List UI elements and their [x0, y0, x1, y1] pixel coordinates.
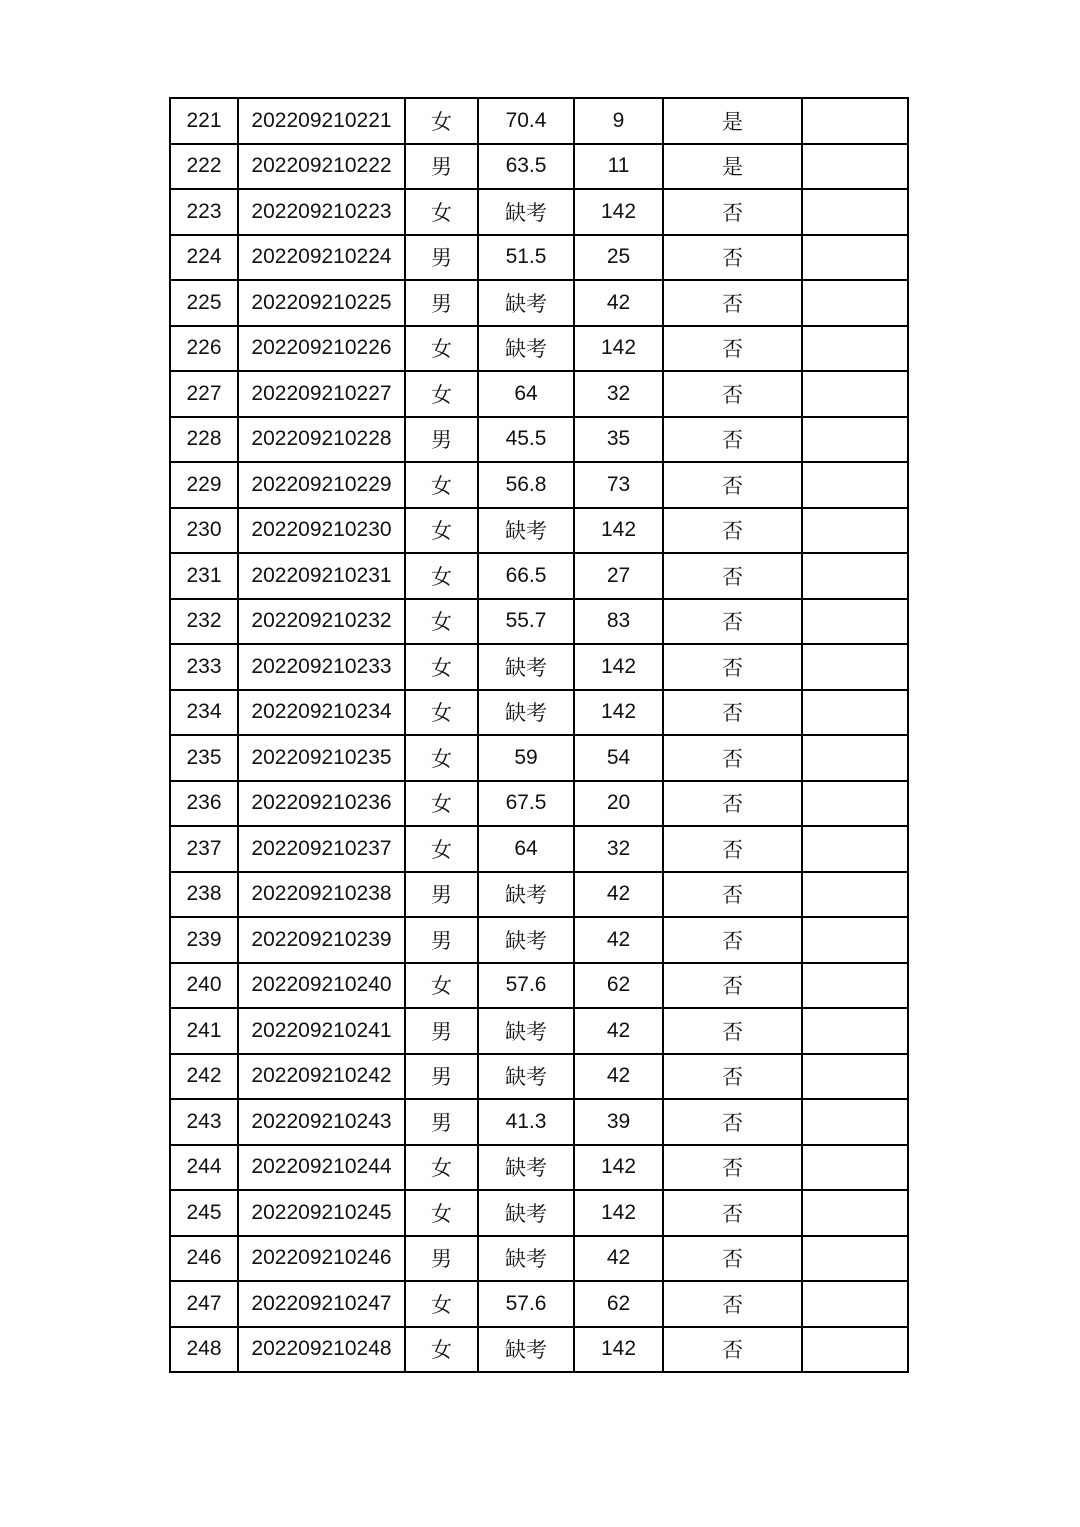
- cell-exam-number: 202209210243: [238, 1099, 405, 1145]
- cell-note: [802, 508, 908, 554]
- cell-exam-number: 202209210226: [238, 326, 405, 372]
- cell-note: [802, 235, 908, 281]
- cell-note: [802, 1236, 908, 1282]
- cell-exam-number: 202209210248: [238, 1327, 405, 1373]
- cell-qualified: 否: [663, 462, 802, 508]
- cell-note: [802, 690, 908, 736]
- cell-qualified: 否: [663, 189, 802, 235]
- cell-serial-number: 229: [170, 462, 238, 508]
- cell-qualified: 否: [663, 963, 802, 1009]
- cell-note: [802, 781, 908, 827]
- cell-rank: 32: [574, 371, 663, 417]
- cell-score: 缺考: [478, 1008, 574, 1054]
- cell-note: [802, 326, 908, 372]
- cell-serial-number: 243: [170, 1099, 238, 1145]
- cell-score: 缺考: [478, 1054, 574, 1100]
- cell-score: 59: [478, 735, 574, 781]
- cell-gender: 女: [405, 1145, 478, 1191]
- cell-serial-number: 234: [170, 690, 238, 736]
- cell-exam-number: 202209210227: [238, 371, 405, 417]
- cell-qualified: 否: [663, 1327, 802, 1373]
- cell-serial-number: 237: [170, 826, 238, 872]
- cell-qualified: 否: [663, 508, 802, 554]
- cell-score: 70.4: [478, 98, 574, 144]
- table-row: [170, 98, 908, 144]
- cell-rank: 62: [574, 1281, 663, 1327]
- cell-rank: 39: [574, 1099, 663, 1145]
- cell-serial-number: 239: [170, 917, 238, 963]
- cell-rank: 142: [574, 1145, 663, 1191]
- table-row: [170, 144, 908, 190]
- cell-qualified: 否: [663, 371, 802, 417]
- cell-serial-number: 226: [170, 326, 238, 372]
- cell-serial-number: 236: [170, 781, 238, 827]
- cell-exam-number: 202209210233: [238, 644, 405, 690]
- cell-gender: 男: [405, 280, 478, 326]
- cell-score: 57.6: [478, 963, 574, 1009]
- cell-exam-number: 202209210238: [238, 872, 405, 918]
- cell-note: [802, 1190, 908, 1236]
- cell-note: [802, 1008, 908, 1054]
- cell-serial-number: 246: [170, 1236, 238, 1282]
- cell-exam-number: 202209210229: [238, 462, 405, 508]
- cell-gender: 男: [405, 235, 478, 281]
- cell-qualified: 否: [663, 1099, 802, 1145]
- table-row: [170, 1008, 908, 1054]
- table-row: [170, 781, 908, 827]
- cell-qualified: 否: [663, 735, 802, 781]
- cell-note: [802, 963, 908, 1009]
- cell-rank: 42: [574, 872, 663, 918]
- cell-rank: 42: [574, 917, 663, 963]
- cell-rank: 62: [574, 963, 663, 1009]
- cell-rank: 83: [574, 599, 663, 645]
- cell-gender: 女: [405, 189, 478, 235]
- cell-note: [802, 417, 908, 463]
- cell-note: [802, 98, 908, 144]
- cell-score: 67.5: [478, 781, 574, 827]
- cell-note: [802, 1281, 908, 1327]
- cell-qualified: 否: [663, 280, 802, 326]
- cell-exam-number: 202209210242: [238, 1054, 405, 1100]
- cell-rank: 11: [574, 144, 663, 190]
- cell-exam-number: 202209210246: [238, 1236, 405, 1282]
- cell-serial-number: 247: [170, 1281, 238, 1327]
- table-row: [170, 371, 908, 417]
- cell-qualified: 否: [663, 235, 802, 281]
- cell-serial-number: 241: [170, 1008, 238, 1054]
- cell-qualified: 否: [663, 599, 802, 645]
- cell-score: 缺考: [478, 1327, 574, 1373]
- cell-gender: 女: [405, 1190, 478, 1236]
- table-row: [170, 735, 908, 781]
- cell-score: 63.5: [478, 144, 574, 190]
- cell-note: [802, 735, 908, 781]
- cell-exam-number: 202209210240: [238, 963, 405, 1009]
- cell-note: [802, 144, 908, 190]
- cell-qualified: 否: [663, 872, 802, 918]
- cell-rank: 9: [574, 98, 663, 144]
- cell-score: 55.7: [478, 599, 574, 645]
- cell-score: 56.8: [478, 462, 574, 508]
- cell-rank: 42: [574, 280, 663, 326]
- table-row: [170, 599, 908, 645]
- cell-rank: 142: [574, 644, 663, 690]
- cell-exam-number: 202209210232: [238, 599, 405, 645]
- cell-note: [802, 872, 908, 918]
- cell-score: 64: [478, 826, 574, 872]
- cell-serial-number: 225: [170, 280, 238, 326]
- cell-gender: 男: [405, 417, 478, 463]
- cell-exam-number: 202209210247: [238, 1281, 405, 1327]
- cell-note: [802, 553, 908, 599]
- cell-gender: 男: [405, 1236, 478, 1282]
- cell-exam-number: 202209210222: [238, 144, 405, 190]
- cell-rank: 42: [574, 1054, 663, 1100]
- cell-qualified: 否: [663, 1008, 802, 1054]
- cell-exam-number: 202209210244: [238, 1145, 405, 1191]
- cell-score: 45.5: [478, 417, 574, 463]
- table-row: [170, 690, 908, 736]
- cell-qualified: 否: [663, 1236, 802, 1282]
- cell-score: 缺考: [478, 326, 574, 372]
- cell-rank: 54: [574, 735, 663, 781]
- cell-serial-number: 222: [170, 144, 238, 190]
- cell-score: 缺考: [478, 1236, 574, 1282]
- cell-serial-number: 240: [170, 963, 238, 1009]
- cell-serial-number: 231: [170, 553, 238, 599]
- cell-serial-number: 232: [170, 599, 238, 645]
- cell-note: [802, 1054, 908, 1100]
- cell-rank: 142: [574, 326, 663, 372]
- cell-rank: 142: [574, 189, 663, 235]
- cell-exam-number: 202209210228: [238, 417, 405, 463]
- table-row: [170, 1236, 908, 1282]
- cell-gender: 女: [405, 1281, 478, 1327]
- cell-rank: 142: [574, 1190, 663, 1236]
- cell-gender: 女: [405, 781, 478, 827]
- table-row: [170, 1327, 908, 1373]
- cell-note: [802, 280, 908, 326]
- cell-note: [802, 917, 908, 963]
- cell-rank: 142: [574, 508, 663, 554]
- cell-gender: 男: [405, 872, 478, 918]
- cell-qualified: 否: [663, 826, 802, 872]
- cell-gender: 男: [405, 1054, 478, 1100]
- cell-note: [802, 371, 908, 417]
- table-row: [170, 1145, 908, 1191]
- cell-gender: 男: [405, 1099, 478, 1145]
- table-row: [170, 872, 908, 918]
- cell-rank: 32: [574, 826, 663, 872]
- cell-qualified: 否: [663, 690, 802, 736]
- cell-qualified: 是: [663, 98, 802, 144]
- cell-exam-number: 202209210223: [238, 189, 405, 235]
- cell-score: 66.5: [478, 553, 574, 599]
- table-row: [170, 1190, 908, 1236]
- cell-qualified: 否: [663, 1145, 802, 1191]
- cell-gender: 女: [405, 826, 478, 872]
- table-row: [170, 1281, 908, 1327]
- table-row: [170, 235, 908, 281]
- cell-serial-number: 221: [170, 98, 238, 144]
- cell-exam-number: 202209210234: [238, 690, 405, 736]
- cell-score: 57.6: [478, 1281, 574, 1327]
- cell-gender: 女: [405, 963, 478, 1009]
- table-row: [170, 917, 908, 963]
- cell-gender: 女: [405, 1327, 478, 1373]
- cell-qualified: 否: [663, 417, 802, 463]
- cell-rank: 42: [574, 1008, 663, 1054]
- cell-note: [802, 462, 908, 508]
- cell-exam-number: 202209210236: [238, 781, 405, 827]
- cell-serial-number: 230: [170, 508, 238, 554]
- cell-gender: 男: [405, 144, 478, 190]
- table-row: [170, 826, 908, 872]
- cell-note: [802, 599, 908, 645]
- cell-gender: 女: [405, 690, 478, 736]
- cell-serial-number: 244: [170, 1145, 238, 1191]
- cell-gender: 男: [405, 917, 478, 963]
- cell-serial-number: 233: [170, 644, 238, 690]
- cell-serial-number: 242: [170, 1054, 238, 1100]
- cell-rank: 42: [574, 1236, 663, 1282]
- cell-score: 缺考: [478, 1190, 574, 1236]
- cell-serial-number: 223: [170, 189, 238, 235]
- results-table-body: [170, 98, 908, 1372]
- cell-exam-number: 202209210235: [238, 735, 405, 781]
- table-row: [170, 326, 908, 372]
- results-table: [169, 97, 909, 1373]
- table-row: [170, 644, 908, 690]
- cell-serial-number: 235: [170, 735, 238, 781]
- cell-gender: 女: [405, 644, 478, 690]
- cell-score: 64: [478, 371, 574, 417]
- cell-exam-number: 202209210241: [238, 1008, 405, 1054]
- cell-serial-number: 245: [170, 1190, 238, 1236]
- cell-gender: 女: [405, 326, 478, 372]
- cell-rank: 73: [574, 462, 663, 508]
- cell-gender: 女: [405, 98, 478, 144]
- cell-gender: 女: [405, 735, 478, 781]
- cell-exam-number: 202209210231: [238, 553, 405, 599]
- cell-rank: 142: [574, 1327, 663, 1373]
- cell-qualified: 否: [663, 781, 802, 827]
- table-row: [170, 280, 908, 326]
- table-row: [170, 1099, 908, 1145]
- cell-exam-number: 202209210225: [238, 280, 405, 326]
- cell-qualified: 否: [663, 644, 802, 690]
- cell-serial-number: 248: [170, 1327, 238, 1373]
- table-row: [170, 553, 908, 599]
- cell-gender: 女: [405, 462, 478, 508]
- cell-serial-number: 227: [170, 371, 238, 417]
- cell-score: 缺考: [478, 189, 574, 235]
- cell-score: 缺考: [478, 872, 574, 918]
- cell-gender: 女: [405, 371, 478, 417]
- cell-serial-number: 238: [170, 872, 238, 918]
- cell-qualified: 否: [663, 1281, 802, 1327]
- table-row: [170, 1054, 908, 1100]
- cell-gender: 女: [405, 599, 478, 645]
- cell-gender: 男: [405, 1008, 478, 1054]
- cell-note: [802, 1099, 908, 1145]
- cell-qualified: 否: [663, 1190, 802, 1236]
- cell-score: 缺考: [478, 508, 574, 554]
- cell-score: 缺考: [478, 917, 574, 963]
- cell-score: 缺考: [478, 280, 574, 326]
- cell-score: 缺考: [478, 644, 574, 690]
- cell-exam-number: 202209210239: [238, 917, 405, 963]
- table-row: [170, 462, 908, 508]
- cell-score: 缺考: [478, 1145, 574, 1191]
- cell-serial-number: 228: [170, 417, 238, 463]
- cell-exam-number: 202209210237: [238, 826, 405, 872]
- cell-note: [802, 826, 908, 872]
- cell-rank: 20: [574, 781, 663, 827]
- table-row: [170, 417, 908, 463]
- cell-score: 41.3: [478, 1099, 574, 1145]
- cell-rank: 27: [574, 553, 663, 599]
- cell-note: [802, 644, 908, 690]
- table-row: [170, 189, 908, 235]
- cell-exam-number: 202209210230: [238, 508, 405, 554]
- cell-exam-number: 202209210224: [238, 235, 405, 281]
- cell-score: 缺考: [478, 690, 574, 736]
- cell-gender: 女: [405, 553, 478, 599]
- cell-qualified: 是: [663, 144, 802, 190]
- cell-note: [802, 1327, 908, 1373]
- table-row: [170, 963, 908, 1009]
- cell-rank: 25: [574, 235, 663, 281]
- cell-exam-number: 202209210221: [238, 98, 405, 144]
- table-row: [170, 508, 908, 554]
- cell-rank: 35: [574, 417, 663, 463]
- cell-exam-number: 202209210245: [238, 1190, 405, 1236]
- cell-score: 51.5: [478, 235, 574, 281]
- cell-note: [802, 1145, 908, 1191]
- cell-note: [802, 189, 908, 235]
- cell-qualified: 否: [663, 326, 802, 372]
- cell-qualified: 否: [663, 917, 802, 963]
- cell-serial-number: 224: [170, 235, 238, 281]
- cell-gender: 女: [405, 508, 478, 554]
- cell-qualified: 否: [663, 553, 802, 599]
- cell-qualified: 否: [663, 1054, 802, 1100]
- cell-rank: 142: [574, 690, 663, 736]
